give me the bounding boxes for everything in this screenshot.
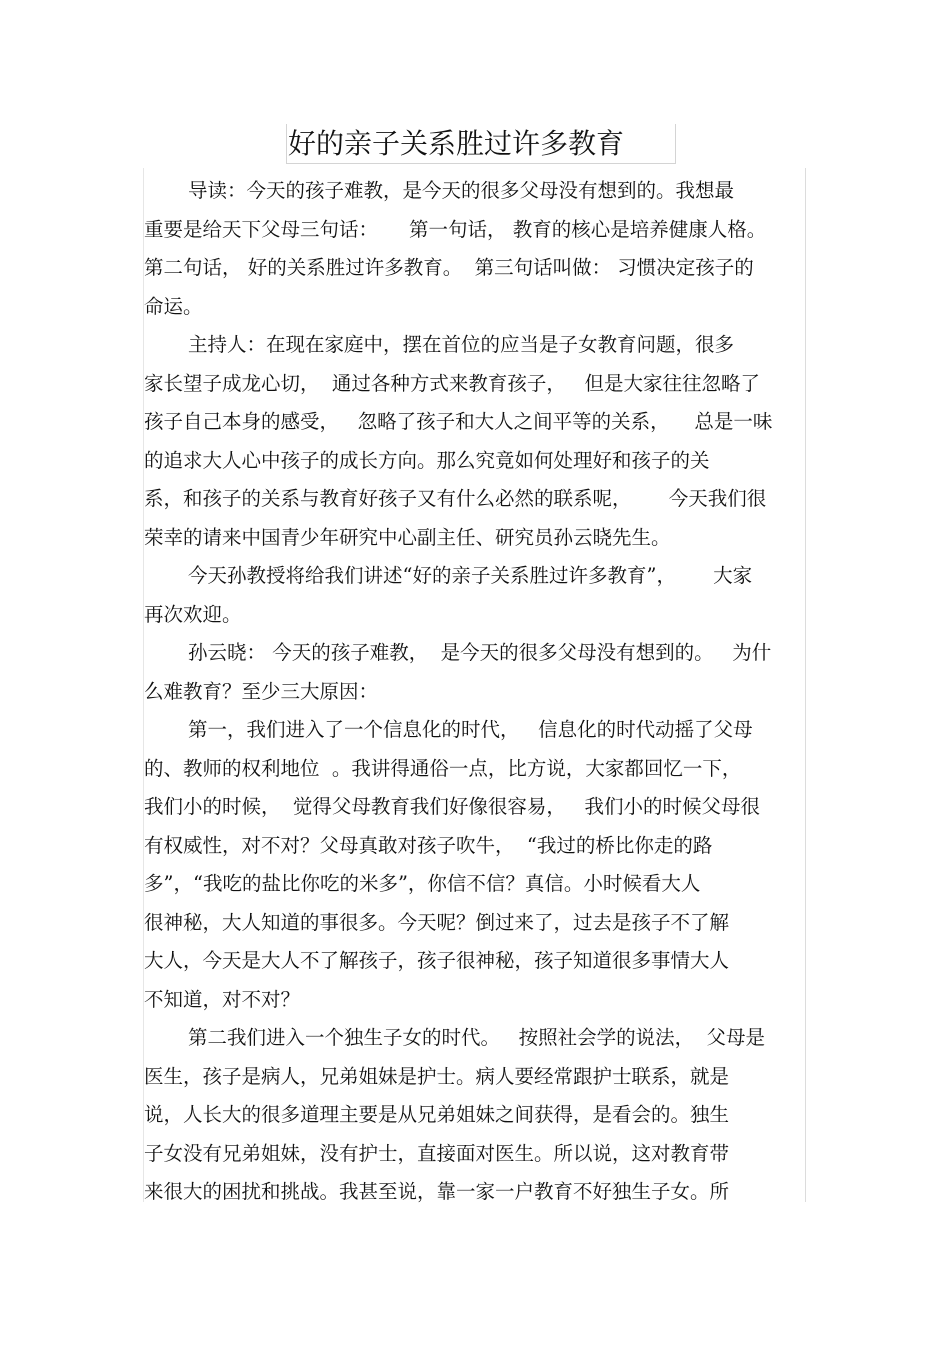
text-line: 今天孙教授将给我们讲述“好的亲子关系胜过许多教育”， 大家 bbox=[188, 564, 753, 587]
text-line: 医生，孩子是病人，兄弟姐妹是护士。病人要经常跟护士联系，就是 bbox=[144, 1064, 730, 1088]
text-line: 第二我们进入一个独生子女的时代。 按照社会学的说法， 父母是 bbox=[188, 1026, 765, 1049]
text-line: 孩子自己本身的感受， 忽略了孩子和大人之间平等的关系， 总是一味 bbox=[144, 410, 773, 433]
text-line: 家长望子成龙心切， 通过各种方式来教育孩子， 但是大家往往忽略了 bbox=[144, 371, 760, 395]
text-line: 很神秘，大人知道的事很多。今天呢？倒过来了，过去是孩子不了解 bbox=[144, 910, 730, 934]
text-line: 大人，今天是大人不了解孩子，孩子很神秘，孩子知道很多事情大人 bbox=[144, 949, 730, 972]
text-line: 系，和孩子的关系与教育好孩子又有什么必然的联系呢， 今天我们很 bbox=[144, 487, 767, 510]
text-line: 么难教育？至少三大原因： bbox=[144, 679, 379, 703]
text-line: 不知道，对不对？ bbox=[144, 987, 301, 1011]
document-body bbox=[144, 172, 806, 1212]
text-line: 说，人长大的很多道理主要是从兄弟姐妹之间获得，是看会的。独生 bbox=[144, 1103, 730, 1126]
text-line: 来很大的困扰和挑战。我甚至说，靠一家一户教育不好独生子女。所 bbox=[144, 1180, 730, 1203]
document-title: 好的亲子关系胜过许多教育 bbox=[288, 127, 625, 160]
text-line: 主持人：在现在家庭中，摆在首位的应当是子女教育问题，很多 bbox=[188, 333, 735, 356]
text-line: 第二句话， 好的关系胜过许多教育。 第三句话叫做： 习惯决定孩子的 bbox=[144, 256, 754, 279]
text-line: 有权威性，对不对？父母真敢对孩子吹牛， “我过的桥比你走的路 bbox=[144, 833, 713, 857]
text-line: 重要是给天下父母三句话： 第一句话， 教育的核心是培养健康人格。 bbox=[144, 217, 767, 241]
text-line: 的、教师的权利地位 。我讲得通俗一点，比方说，大家都回忆一下， bbox=[144, 756, 742, 780]
text-line: 我们小的时候， 觉得父母教育我们好像很容易， 我们小的时候父母很 bbox=[144, 795, 760, 818]
text-line: 多”，“我吃的盐比你吃的米多”，你信不信？真信。小时候看大人 bbox=[144, 872, 701, 895]
text-line: 孙云晓： 今天的孩子难教， 是今天的很多父母没有想到的。 为什 bbox=[188, 641, 772, 664]
text-line: 子女没有兄弟姐妹，没有护士，直接面对医生。所以说，这对教育带 bbox=[144, 1141, 730, 1165]
text-line: 命运。 bbox=[144, 294, 203, 318]
text-line: 导读：今天的孩子难教，是今天的很多父母没有想到的。我想最 bbox=[188, 179, 735, 202]
text-line: 荣幸的请来中国青少年研究中心副主任、研究员孙云晓先生。 bbox=[144, 525, 671, 549]
text-line: 的追求大人心中孩子的成长方向。那么究竟如何处理好和孩子的关 bbox=[144, 448, 710, 472]
text-line: 第一，我们进入了一个信息化的时代， 信息化的时代动摇了父母 bbox=[188, 718, 753, 741]
text-line: 再次欢迎。 bbox=[144, 602, 242, 626]
